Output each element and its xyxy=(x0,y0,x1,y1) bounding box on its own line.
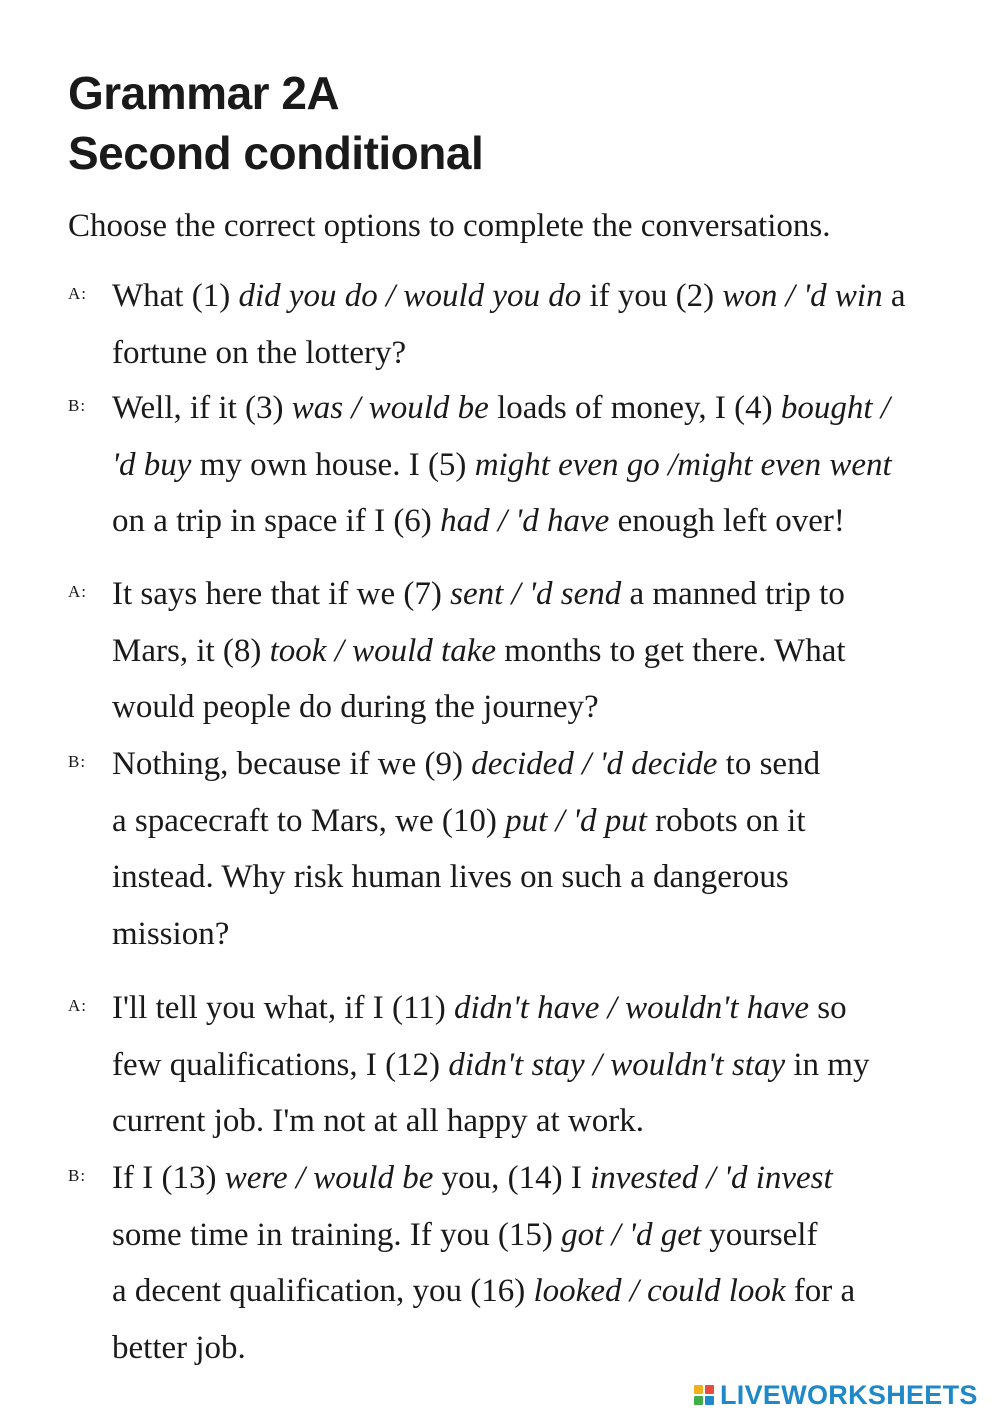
line-text: enough left over! xyxy=(609,503,845,539)
line-text: to send xyxy=(717,746,821,782)
answer-options[interactable]: were / would be xyxy=(224,1160,434,1196)
line-text: a decent qualification, you (16) xyxy=(112,1273,534,1309)
watermark-text: LIVEWORKSHEETS xyxy=(720,1379,978,1410)
line-text: instead. Why risk human lives on such a dangerous xyxy=(112,859,789,895)
answer-options[interactable]: did you do / would you do xyxy=(238,278,582,314)
line-text: a xyxy=(882,278,906,314)
dialogue-line xyxy=(112,1150,833,1206)
line-text: mission? xyxy=(112,915,230,952)
speaker-label: B: xyxy=(68,752,87,771)
line-text: Nothing, because if we (9) xyxy=(112,746,472,782)
speaker-label: A: xyxy=(68,284,87,303)
answer-options[interactable]: decided / 'd decide xyxy=(471,746,718,782)
line-text: some time in training. If you (15) xyxy=(112,1216,562,1253)
line-text: so xyxy=(809,990,847,1026)
dialogue-line xyxy=(112,437,892,493)
dialogue-line xyxy=(112,380,890,436)
page-title: Grammar 2A xyxy=(68,67,340,119)
dialogue-line xyxy=(112,679,599,735)
dialogue-line xyxy=(112,566,845,622)
line-text: months to get there. What xyxy=(496,632,846,669)
answer-options[interactable]: took / would take xyxy=(269,632,497,669)
answer-options[interactable]: invested / 'd invest xyxy=(590,1160,833,1196)
dialogue-line xyxy=(112,1320,246,1376)
dialogue-line xyxy=(112,1093,644,1149)
line-text: Well, if it (3) xyxy=(112,390,292,426)
dialogue-line xyxy=(112,623,846,679)
line-text: What (1) xyxy=(112,278,239,314)
instructions: Choose the correct options to complete the conversations. xyxy=(68,208,831,244)
answer-options[interactable]: didn't have / wouldn't have xyxy=(453,990,810,1026)
dialogue-line xyxy=(112,1037,869,1093)
answer-options[interactable]: had / 'd have xyxy=(440,503,610,539)
dialogue-line xyxy=(112,793,806,849)
answer-options[interactable]: looked / could look xyxy=(533,1273,786,1309)
line-text: loads of money, I (4) xyxy=(488,390,781,426)
line-text: you, (14) I xyxy=(433,1160,591,1196)
line-text: on a trip in space if I (6) xyxy=(112,503,441,539)
line-text: fortune on the lottery? xyxy=(112,334,407,371)
answer-options[interactable]: 'd buy xyxy=(112,446,192,483)
answer-options[interactable]: might even go /might even went xyxy=(474,446,892,483)
answer-options[interactable]: bought / xyxy=(780,390,890,426)
dialogue-line xyxy=(112,906,229,962)
speaker-label: B: xyxy=(68,396,87,415)
line-text: if you (2) xyxy=(581,278,723,314)
line-text: would people do during the journey? xyxy=(112,689,599,725)
line-text: for a xyxy=(785,1273,856,1309)
answer-options[interactable]: put / 'd put xyxy=(505,802,647,839)
dialogue-line xyxy=(112,1263,855,1319)
speaker-label: A: xyxy=(68,996,87,1015)
line-text: It says here that if we (7) xyxy=(112,576,451,612)
page-subtitle: Second conditional xyxy=(68,127,484,179)
line-text: If I (13) xyxy=(112,1160,225,1196)
dialogue-line xyxy=(112,325,406,381)
liveworksheets-logo-icon xyxy=(694,1385,714,1405)
dialogue-line xyxy=(112,493,845,549)
answer-options[interactable]: sent / 'd send xyxy=(450,576,622,612)
answer-options[interactable]: won / 'd win xyxy=(722,278,883,314)
dialogue-line xyxy=(112,980,847,1036)
answer-options[interactable]: was / would be xyxy=(291,390,489,426)
line-text: better job. xyxy=(112,1329,246,1366)
line-text: few qualifications, I (12) xyxy=(112,1046,449,1083)
line-text: Mars, it (8) xyxy=(112,632,270,669)
dialogue-line xyxy=(112,849,789,905)
line-text: robots on it xyxy=(646,802,806,839)
dialogue-line xyxy=(112,1207,817,1263)
line-text: current job. I'm not at all happy at work. xyxy=(112,1103,644,1139)
dialogue-line xyxy=(112,736,820,792)
speaker-label: A: xyxy=(68,582,87,601)
answer-options[interactable]: got / 'd get xyxy=(561,1216,702,1253)
answer-options[interactable]: didn't stay / wouldn't stay xyxy=(448,1046,786,1083)
dialogue-line xyxy=(112,268,905,324)
line-text: my own house. I (5) xyxy=(191,446,475,483)
line-text: I'll tell you what, if I (11) xyxy=(112,990,454,1026)
line-text: in my xyxy=(785,1046,870,1083)
line-text: yourself xyxy=(701,1216,818,1253)
speaker-label: B: xyxy=(68,1166,87,1185)
liveworksheets-watermark xyxy=(694,1379,978,1411)
line-text: a manned trip to xyxy=(621,576,845,612)
line-text: a spacecraft to Mars, we (10) xyxy=(112,802,506,839)
